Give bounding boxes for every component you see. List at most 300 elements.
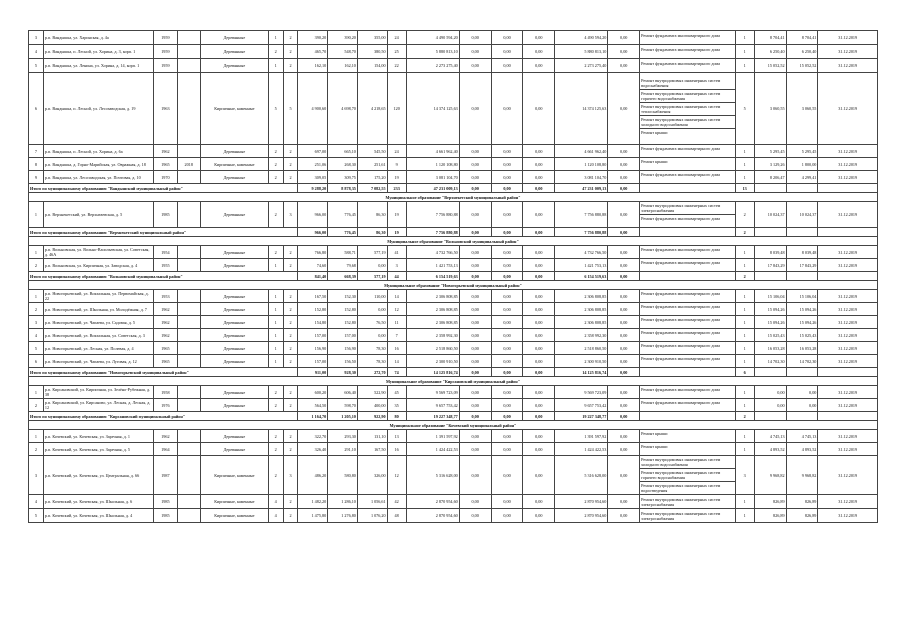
table-row	[29, 73, 878, 145]
total-other: 0,00	[608, 368, 640, 377]
row-unit-cost: 15 052,52	[754, 59, 786, 73]
row-regional: 0,00	[491, 495, 523, 509]
row-other: 0,00	[608, 443, 640, 456]
row-unit-limit: 4 299,41	[786, 171, 818, 184]
row-local: 0,00	[523, 355, 555, 368]
row-local: 0,00	[523, 399, 555, 412]
row-area-total: 251,06	[298, 158, 328, 171]
table-row	[29, 399, 878, 412]
row-year-built: 1962	[154, 303, 177, 316]
row-unit-limit: 14 702,30	[786, 355, 818, 368]
row-local: 0,00	[523, 303, 555, 316]
row-area-total: 564,50	[298, 399, 328, 412]
row-area-owned: 251,61	[357, 158, 387, 171]
row-cost: 5 316 628,00	[406, 456, 459, 495]
row-cost: 1 391 597,92	[406, 430, 459, 443]
row-owners-funds: 14 374 125,63	[555, 73, 608, 145]
row-wall-material: Деревянные	[200, 31, 268, 45]
row-area-total: 1 475,80	[298, 509, 328, 523]
row-year-built: 1970	[154, 171, 177, 184]
row-completion-date: 31.12.2019	[818, 303, 878, 316]
row-residents: 19	[387, 171, 406, 184]
work-type-item: Ремонт крыши	[641, 444, 668, 449]
row-number: 9	[29, 171, 44, 184]
total-area-owned: 272,70	[357, 368, 387, 377]
row-owners-funds: 4 732 766,50	[555, 246, 608, 259]
row-year-repair	[177, 303, 200, 316]
row-address: р.п. Вандышка, д. Горно-Марийская, ул. Овражная, д. 18	[43, 158, 153, 171]
row-federal: 0,00	[459, 399, 491, 412]
row-year-built: 1964	[154, 443, 177, 456]
row-regional: 0,00	[491, 456, 523, 495]
row-work-count: 1	[735, 329, 754, 342]
row-year-built: 1965	[154, 355, 177, 368]
row-completion-date: 31.12.2019	[818, 456, 878, 495]
total-area-living: 1 205,10	[328, 412, 358, 421]
row-area-owned: 577,19	[357, 246, 387, 259]
row-wall-material: Деревянные	[200, 59, 268, 73]
work-type-item: Ремонт фундамента многоквартирного дома	[641, 46, 721, 52]
row-floors: 1	[268, 290, 283, 303]
row-work-count: 1	[735, 342, 754, 355]
row-floors: 1	[268, 329, 283, 342]
row-cost: 2 306 808,85	[406, 290, 459, 303]
work-type-item: Ремонт фундамента многоквартирного дома	[641, 387, 721, 392]
total-blank	[640, 228, 736, 237]
row-cost: 4 490 594,20	[406, 31, 459, 45]
row-area-owned: 4 218,65	[357, 73, 387, 145]
row-unit-limit: 826,89	[786, 509, 818, 523]
row-wall-material: Кирпичные, каменные	[200, 495, 268, 509]
row-work-count: 1	[735, 495, 754, 509]
row-floors: 1	[268, 31, 283, 45]
row-completion-date: 31.12.2019	[818, 45, 878, 59]
row-cost: 2 870 954,60	[406, 509, 459, 523]
row-residents: 14	[387, 355, 406, 368]
total-blank	[754, 368, 786, 377]
row-area-owned: 522,90	[357, 386, 387, 399]
row-number: 6	[29, 73, 44, 145]
row-work-types	[640, 430, 736, 443]
row-year-repair	[177, 443, 200, 456]
row-number: 3	[29, 316, 44, 329]
total-other: 0,00	[608, 412, 640, 421]
work-type-item: Ремонт внутридомовых инженерных систем холодного водоснабжения	[640, 456, 735, 469]
work-type-item: Ремонт фундамента многоквартирного дома	[641, 32, 721, 38]
row-area-living: 268,30	[328, 158, 358, 171]
row-wall-material: Деревянные	[200, 316, 268, 329]
row-unit-limit: 15 094,26	[786, 316, 818, 329]
row-entrances: 2	[283, 31, 298, 45]
row-entrances: 2	[283, 145, 298, 158]
row-unit-limit: 16 053,28	[786, 342, 818, 355]
row-number: 5	[29, 59, 44, 73]
row-area-owned: 400,00	[357, 399, 387, 412]
total-blank	[754, 228, 786, 237]
row-area-total: 1 482,20	[298, 495, 328, 509]
row-unit-limit: 4 893,52	[786, 443, 818, 456]
row-residents: 13	[387, 430, 406, 443]
row-number: 4	[29, 45, 44, 59]
total-area-owned: 577,19	[357, 272, 387, 281]
row-residents: 19	[387, 202, 406, 228]
row-owners-funds: 1 120 108,80	[555, 158, 608, 171]
table-row	[29, 158, 878, 171]
row-federal: 0,00	[459, 443, 491, 456]
section-title: Муниципальное образование "Кочевский муниципальный район"	[29, 421, 878, 430]
row-completion-date: 31.12.2019	[818, 316, 878, 329]
row-local: 0,00	[523, 202, 555, 228]
row-floors: 1	[268, 342, 283, 355]
total-row	[29, 272, 878, 281]
row-work-types	[640, 456, 736, 495]
row-area-owned: 326,00	[357, 456, 387, 495]
row-federal: 0,00	[459, 355, 491, 368]
row-unit-cost: 4 745,13	[754, 430, 786, 443]
row-unit-cost: 15 094,26	[754, 316, 786, 329]
row-work-types	[640, 45, 736, 59]
total-count: 2	[735, 272, 754, 281]
total-regional: 0,00	[491, 412, 523, 421]
row-entrances: 2	[283, 495, 298, 509]
row-year-built: 1962	[154, 430, 177, 443]
row-residents: 24	[387, 145, 406, 158]
row-floors: 4	[268, 509, 283, 523]
row-unit-limit: 0,00	[786, 399, 818, 412]
work-type-item: Ремонт внутридомовых инженерных систем холодного водоснабжения	[640, 116, 735, 129]
row-entrances: 2	[283, 342, 298, 355]
row-area-owned: 78,30	[357, 355, 387, 368]
row-wall-material: Деревянные	[200, 259, 268, 272]
row-address: р.п. Вандышка, п. Лесной, ул. Хорина, д. 6а	[43, 145, 153, 158]
row-unit-cost: 826,89	[754, 509, 786, 523]
row-regional: 0,00	[491, 145, 523, 158]
row-unit-cost: 0,00	[754, 399, 786, 412]
row-owners-funds: 1 421 753,13	[555, 259, 608, 272]
section-title: Муниципальное образование "Вольновский муниципальный район"	[29, 237, 878, 246]
row-cost: 2 300 910,50	[406, 355, 459, 368]
row-other: 0,00	[608, 329, 640, 342]
row-area-owned: 154,00	[357, 59, 387, 73]
row-number: 1	[29, 386, 44, 399]
row-area-total: 966,00	[298, 202, 328, 228]
row-local: 0,00	[523, 31, 555, 45]
row-entrances: 3	[283, 456, 298, 495]
row-unit-limit: 0,00	[786, 386, 818, 399]
row-floors: 1	[268, 355, 283, 368]
row-local: 0,00	[523, 342, 555, 355]
work-type-item: Ремонт фундамента многоквартирного дома	[641, 400, 721, 405]
row-other: 0,00	[608, 386, 640, 399]
row-floors: 5	[268, 73, 283, 145]
row-address: р.п. Новогорьевский, ул. Чапаева, ул. Луговая, д. 12	[43, 355, 153, 368]
row-area-total: 157,00	[298, 329, 328, 342]
row-residents: 25	[387, 45, 406, 59]
row-local: 0,00	[523, 259, 555, 272]
row-entrances: 2	[283, 171, 298, 184]
row-unit-cost: 4 893,52	[754, 443, 786, 456]
row-owners-funds: 2 306 808,85	[555, 316, 608, 329]
row-work-types	[640, 342, 736, 355]
table-row	[29, 430, 878, 443]
row-residents: 11	[387, 316, 406, 329]
total-blank	[786, 228, 818, 237]
row-floors: 2	[268, 171, 283, 184]
row-unit-limit: 9 968,82	[786, 456, 818, 495]
row-floors: 1	[268, 303, 283, 316]
total-blank	[754, 412, 786, 421]
work-type-item: Ремонт фундамента многоквартирного дома	[641, 330, 721, 335]
row-area-living: 309,75	[328, 171, 358, 184]
row-cost: 7 756 880,88	[406, 202, 459, 228]
total-local: 0,00	[523, 228, 555, 237]
work-type-item: Ремонт фундамента многоквартирного дома	[641, 304, 721, 309]
row-number: 1	[29, 430, 44, 443]
row-wall-material: Деревянные	[200, 145, 268, 158]
row-completion-date: 31.12.2019	[818, 59, 878, 73]
row-area-living: 152,80	[328, 303, 358, 316]
row-cost: 2 518 860,50	[406, 342, 459, 355]
row-other: 0,00	[608, 399, 640, 412]
row-local: 0,00	[523, 246, 555, 259]
row-work-count: 1	[735, 303, 754, 316]
row-work-types	[640, 355, 736, 368]
row-cost: 2 273 275,40	[406, 59, 459, 73]
row-unit-cost: 16 053,28	[754, 342, 786, 355]
total-blank	[640, 272, 736, 281]
row-area-living: 156,90	[328, 342, 358, 355]
row-area-owned: 545,50	[357, 145, 387, 158]
total-area-living: 776,45	[328, 228, 358, 237]
row-address: р.п. Вандышка, ул. Ленина, ул. Хорина, д. 14, корп. 1	[43, 59, 153, 73]
row-federal: 0,00	[459, 430, 491, 443]
row-area-living: 162,10	[328, 59, 358, 73]
row-completion-date: 31.12.2019	[818, 443, 878, 456]
row-owners-funds: 2 870 954,60	[555, 509, 608, 523]
row-address: р.п. Кочевский, ул. Кочевская, ул. Школьная, д. 6	[43, 495, 153, 509]
row-work-types	[640, 303, 736, 316]
table-body	[29, 31, 878, 523]
row-number: 2	[29, 443, 44, 456]
row-entrances: 2	[283, 59, 298, 73]
row-year-repair	[177, 259, 200, 272]
table-row	[29, 145, 878, 158]
row-entrances: 2	[283, 290, 298, 303]
total-residents: 74	[387, 368, 406, 377]
row-work-count: 1	[735, 443, 754, 456]
total-row	[29, 368, 878, 377]
row-work-types	[640, 509, 736, 523]
row-number: 5	[29, 342, 44, 355]
row-work-count: 1	[735, 158, 754, 171]
row-entrances: 2	[283, 509, 298, 523]
row-owners-funds: 2 518 860,50	[555, 342, 608, 355]
row-unit-cost: 15 094,26	[754, 303, 786, 316]
row-work-types	[640, 259, 736, 272]
row-residents: 12	[387, 303, 406, 316]
total-blank	[818, 272, 878, 281]
row-area-total: 766,80	[298, 246, 328, 259]
work-type-item: Ремонт фундамента многоквартирного дома	[641, 291, 721, 296]
total-cost: 6 154 519,63	[406, 272, 459, 281]
row-unit-cost: 17 843,29	[754, 259, 786, 272]
row-work-count: 1	[735, 31, 754, 45]
row-area-owned: 1 056,61	[357, 495, 387, 509]
row-work-count: 1	[735, 430, 754, 443]
row-cost: 5 880 813,10	[406, 45, 459, 59]
row-wall-material: Деревянные	[200, 443, 268, 456]
row-year-repair	[177, 456, 200, 495]
row-entrances: 2	[283, 246, 298, 259]
row-unit-cost: 10 024,37	[754, 202, 786, 228]
row-area-owned: 0,00	[357, 303, 387, 316]
row-number: 5	[29, 509, 44, 523]
row-unit-limit: 4 745,13	[786, 430, 818, 443]
row-unit-cost: 826,89	[754, 495, 786, 509]
row-owners-funds: 9 657 753,42	[555, 399, 608, 412]
table-row	[29, 495, 878, 509]
row-regional: 0,00	[491, 202, 523, 228]
row-unit-cost: 0,00	[754, 386, 786, 399]
row-other: 0,00	[608, 303, 640, 316]
row-unit-limit: 1 800,00	[786, 158, 818, 171]
row-number: 4	[29, 329, 44, 342]
row-unit-cost: 9 968,82	[754, 456, 786, 495]
row-work-types	[640, 386, 736, 399]
work-type-item: Ремонт фундамента многоквартирного дома	[641, 60, 721, 66]
row-federal: 0,00	[459, 456, 491, 495]
row-address: р.п. Вольновская, ул. Кирпичная, ул. Заводская, д. 4	[43, 259, 153, 272]
capital-repair-table	[28, 30, 878, 523]
row-floors: 1	[268, 316, 283, 329]
row-floors: 2	[268, 386, 283, 399]
row-work-types	[640, 443, 736, 456]
row-federal: 0,00	[459, 31, 491, 45]
row-area-living: 152,80	[328, 316, 358, 329]
row-year-repair	[177, 329, 200, 342]
row-address: р.п. Вандышка, п. Лесной, ул. Лесозаводская, д. 19	[43, 73, 153, 145]
row-federal: 0,00	[459, 509, 491, 523]
row-area-living: 79,68	[328, 259, 358, 272]
total-blank	[754, 272, 786, 281]
total-residents: 44	[387, 272, 406, 281]
row-cost: 4 732 766,50	[406, 246, 459, 259]
row-unit-cost: 15 106,04	[754, 290, 786, 303]
row-number: 3	[29, 31, 44, 45]
row-wall-material: Деревянные	[200, 171, 268, 184]
total-blank	[640, 184, 736, 193]
row-cost: 2 306 808,85	[406, 303, 459, 316]
total-area-total: 966,00	[298, 228, 328, 237]
row-federal: 0,00	[459, 202, 491, 228]
row-area-owned: 380,50	[357, 45, 387, 59]
row-local: 0,00	[523, 158, 555, 171]
work-type-item: Ремонт фундамента многоквартирного дома	[641, 146, 721, 151]
row-residents: 35	[387, 399, 406, 412]
row-number: 1	[29, 246, 44, 259]
row-owners-funds: 2 306 808,85	[555, 303, 608, 316]
row-address: р.п. Новогорьевский, ул. Вокзальная, ул. Первомайская, д. 22	[43, 290, 153, 303]
work-type-item: Ремонт крыши	[641, 129, 668, 135]
row-cost: 9 657 753,42	[406, 399, 459, 412]
total-local: 0,00	[523, 368, 555, 377]
total-area-total: 841,40	[298, 272, 328, 281]
row-year-built: 1985	[154, 202, 177, 228]
row-entrances: 5	[283, 73, 298, 145]
row-completion-date: 31.12.2019	[818, 355, 878, 368]
row-residents: 24	[387, 31, 406, 45]
row-work-count: 1	[735, 386, 754, 399]
row-area-living: 293,30	[328, 430, 358, 443]
row-wall-material: Кирпичные, каменные	[200, 73, 268, 145]
row-area-owned: 355,00	[357, 31, 387, 45]
table-row	[29, 329, 878, 342]
row-floors: 1	[268, 259, 283, 272]
row-area-living: 152,30	[328, 290, 358, 303]
total-federal: 0,00	[459, 412, 491, 421]
row-regional: 0,00	[491, 329, 523, 342]
row-residents: 14	[387, 290, 406, 303]
row-owners-funds: 1 424 422,53	[555, 443, 608, 456]
row-area-total: 167,50	[298, 290, 328, 303]
row-floors: 2	[268, 430, 283, 443]
row-year-built: 1962	[154, 316, 177, 329]
table-row	[29, 246, 878, 259]
total-residents: 19	[387, 228, 406, 237]
row-area-living: 390,20	[328, 31, 358, 45]
row-local: 0,00	[523, 456, 555, 495]
table-row	[29, 202, 878, 228]
total-regional: 0,00	[491, 228, 523, 237]
section-title: Муниципальное образование "Верхнекетский муниципальный район"	[29, 193, 878, 202]
row-year-repair	[177, 386, 200, 399]
total-cost: 47 231 009,13	[406, 184, 459, 193]
row-address: р.п. Вольновская, ул. Вольно-Васильевская, ул. Советская, д. 46А	[43, 246, 153, 259]
work-type-item: Ремонт крыши	[641, 159, 668, 164]
row-work-types	[640, 316, 736, 329]
row-area-total: 154,80	[298, 316, 328, 329]
row-owners-funds: 9 569 723,09	[555, 386, 608, 399]
row-wall-material: Деревянные	[200, 399, 268, 412]
row-cost: 1 421 753,13	[406, 259, 459, 272]
row-other: 0,00	[608, 430, 640, 443]
row-local: 0,00	[523, 386, 555, 399]
row-federal: 0,00	[459, 495, 491, 509]
row-wall-material: Деревянные	[200, 329, 268, 342]
row-completion-date: 31.12.2019	[818, 430, 878, 443]
row-owners-funds: 7 756 880,88	[555, 202, 608, 228]
row-area-total: 322,70	[298, 430, 328, 443]
row-local: 0,00	[523, 45, 555, 59]
row-area-total: 152,80	[298, 303, 328, 316]
row-other: 0,00	[608, 145, 640, 158]
row-address: р.п. Кочевский, ул. Кочевская, ул. Заречная, д. 1	[43, 430, 153, 443]
row-cost: 1 424 422,53	[406, 443, 459, 456]
row-work-count: 3	[735, 456, 754, 495]
total-residents: 233	[387, 184, 406, 193]
row-owners-funds: 5 880 813,10	[555, 45, 608, 59]
row-address: р.п. Кочевский, ул. Кочевская, ул. Заречная, д. 5	[43, 443, 153, 456]
row-address: р.п. Вандышка, п. Лесной, ул. Хорина, д. 3, корп. 1	[43, 45, 153, 59]
row-address: р.п. Кирсановский, ул. Кирсаново, ул. Лесная, д. Лесная, д. 12	[43, 399, 153, 412]
row-regional: 0,00	[491, 59, 523, 73]
row-floors: 2	[268, 399, 283, 412]
total-owners-funds: 47 231 009,13	[555, 184, 608, 193]
row-floors: 4	[268, 495, 283, 509]
row-unit-limit: 826,89	[786, 495, 818, 509]
row-area-living: 4 698,70	[328, 73, 358, 145]
work-type-item: Ремонт внутридомовых инженерных систем электроснабжения	[641, 510, 721, 521]
